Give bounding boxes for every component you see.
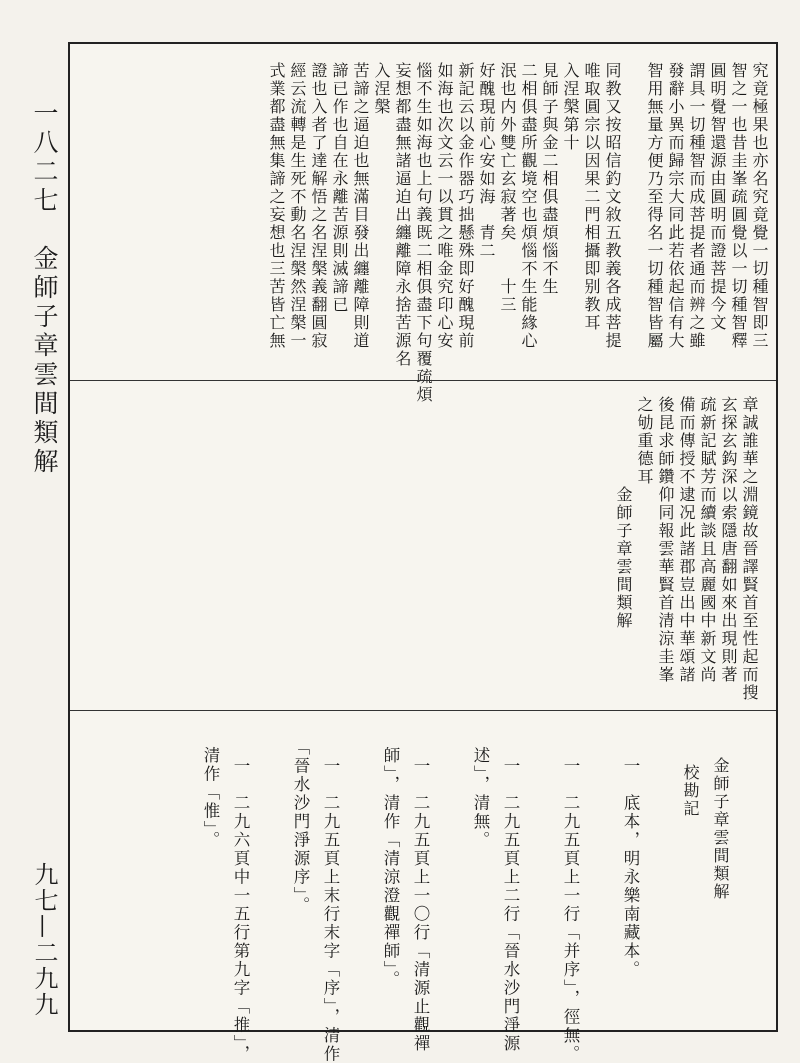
side-page-range: 九七—二九九 bbox=[30, 862, 58, 1018]
panel-divider-lower bbox=[70, 710, 776, 711]
collation-item: 一 二九六頁中一五行第九字「推」， 清作「惟」。 bbox=[201, 746, 250, 1063]
collation-item: 一 二九五頁上一行「并序」，徑無。 bbox=[561, 756, 580, 1063]
panel-divider-upper bbox=[70, 380, 776, 381]
preface-text-middle: 章誠誰華之淵鏡故晉譯賢首至性起而搜 玄探玄鈎深以索隱唐翻如來出現則著 疏新記賦芳而續談且高麗國中新文尚 備而傳授不逮况此諸郡豈出中華頌諸 後昆求師鑽仰同報雲華賢首清涼圭峯 之劬重德耳 金師子章雲間類解 bbox=[614, 396, 759, 702]
collation-item: 一 二九五頁上末行末字「序」，清作 「晉水沙門淨源序」。 bbox=[291, 746, 340, 1063]
collation-item: 一 二九五頁上二行「晉水沙門淨源 述」，清無。 bbox=[471, 746, 520, 1053]
commentary-text-upper: 究竟極果也亦名究竟覺一切種智即三 智之一也昔圭峯疏圓覺以一切種智釋 圓明覺智還源由圓明而證菩提今文 謂具一切種智而成菩提者通而辨之雖 發辭小異而歸宗大同此若依起信有大 智用無量方便乃至得名一切種智皆屬 同教又按昭信釣文敘五教義各成菩提 唯取圓宗以因果二門相攝即别教耳 入涅槃第十 見師子與金二相俱盡煩惱不生 二相俱盡所觀境空也煩惱不生能緣心 泯也内外雙亡玄寂著矣 十三 好醜現前心安如海 青二 新記云以金作器巧拙懸殊即好醜現前 如海也次文云一以貫之唯金究印心安 惱不生如海也上句義既二相俱盡下句覆疏煩 妄想都盡無諸逼迫出纏離障永捨苦源名 入涅槃 苦諦之逼迫也無滿目發出纏離障則道 諦已作也自在永離苦源則滅諦已 證也入者了達解悟之名涅槃義翻圓寂 經云流轉是生死不動名涅槃然涅槃一 式業都盡無集諦之妄想也三苦皆亡無 bbox=[267, 62, 769, 404]
collation-item: 一 底本，明永樂南藏本。 bbox=[621, 756, 640, 979]
collation-notes bbox=[201, 728, 765, 1063]
collation-item: 一 二九五頁上一〇行「清源止觀禪 師」，清作「清涼澄觀禪師」。 bbox=[381, 746, 430, 1053]
collation-heading: 金師子章雲間類解 校勘記 bbox=[681, 756, 730, 901]
page-frame bbox=[68, 42, 778, 1063]
side-book-title: 一八二七 金師子章雲間類解 bbox=[30, 100, 59, 477]
